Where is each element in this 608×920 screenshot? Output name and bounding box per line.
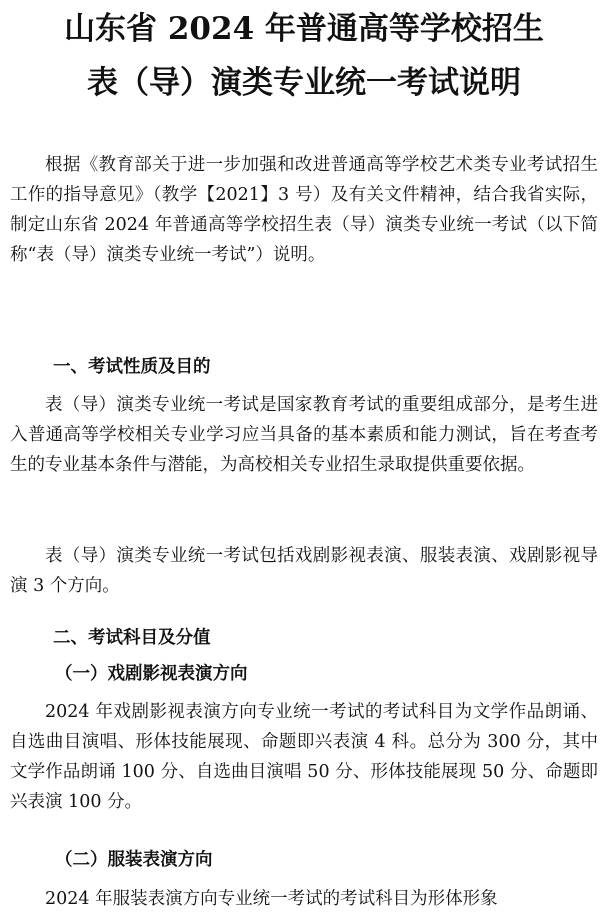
intro-paragraph: 根据《教育部关于进一步加强和改进普通高等学校艺术类专业考试招生工作的指导意见》（教学【2021】3 号）及有关文件精神，结合我省实际，制定山东省 2024 年普通高等学校招生表（导）演类专业统一考试（以下简称“表（导）演类专业统一考试”）说明。 [10,155,598,265]
section2-subheading-1: （一）戏剧影视表演方向 [55,664,248,684]
section1-heading: 一、考试性质及目的 [53,357,211,377]
section2-subheading-2: （二）服装表演方向 [55,850,213,870]
section1-paragraph-1: 表（导）演类专业统一考试是国家教育考试的重要组成部分，是考生进入普通高等学校相关专业学习应当具备的基本素质和能力测试，旨在考查考生的专业基本条件与潜能，为高校相关专业招生录取提供重要依据。 [10,395,598,475]
document-title-line2: 表（导）演类专业统一考试说明 [87,65,521,101]
section1-paragraph-2: 表（导）演类专业统一考试包括戏剧影视表演、服装表演、戏剧影视导演 3 个方向。 [10,546,598,596]
section2-sub1-paragraph: 2024 年戏剧影视表演方向专业统一考试的考试科目为文学作品朗诵、自选曲目演唱、形体技能展现、命题即兴表演 4 科。总分为 300 分，其中文学作品朗诵 100 分、自选曲目演唱 50 分、形体技能展现 50 分、命题即兴表演 100 分。 [10,702,598,812]
document-title-line1: 山东省 2024 年普通高等学校招生 [64,11,544,47]
section2-sub2-paragraph: 2024 年服装表演方向专业统一考试的考试科目为形体形象 [45,889,498,909]
section2-heading: 二、考试科目及分值 [53,628,211,648]
